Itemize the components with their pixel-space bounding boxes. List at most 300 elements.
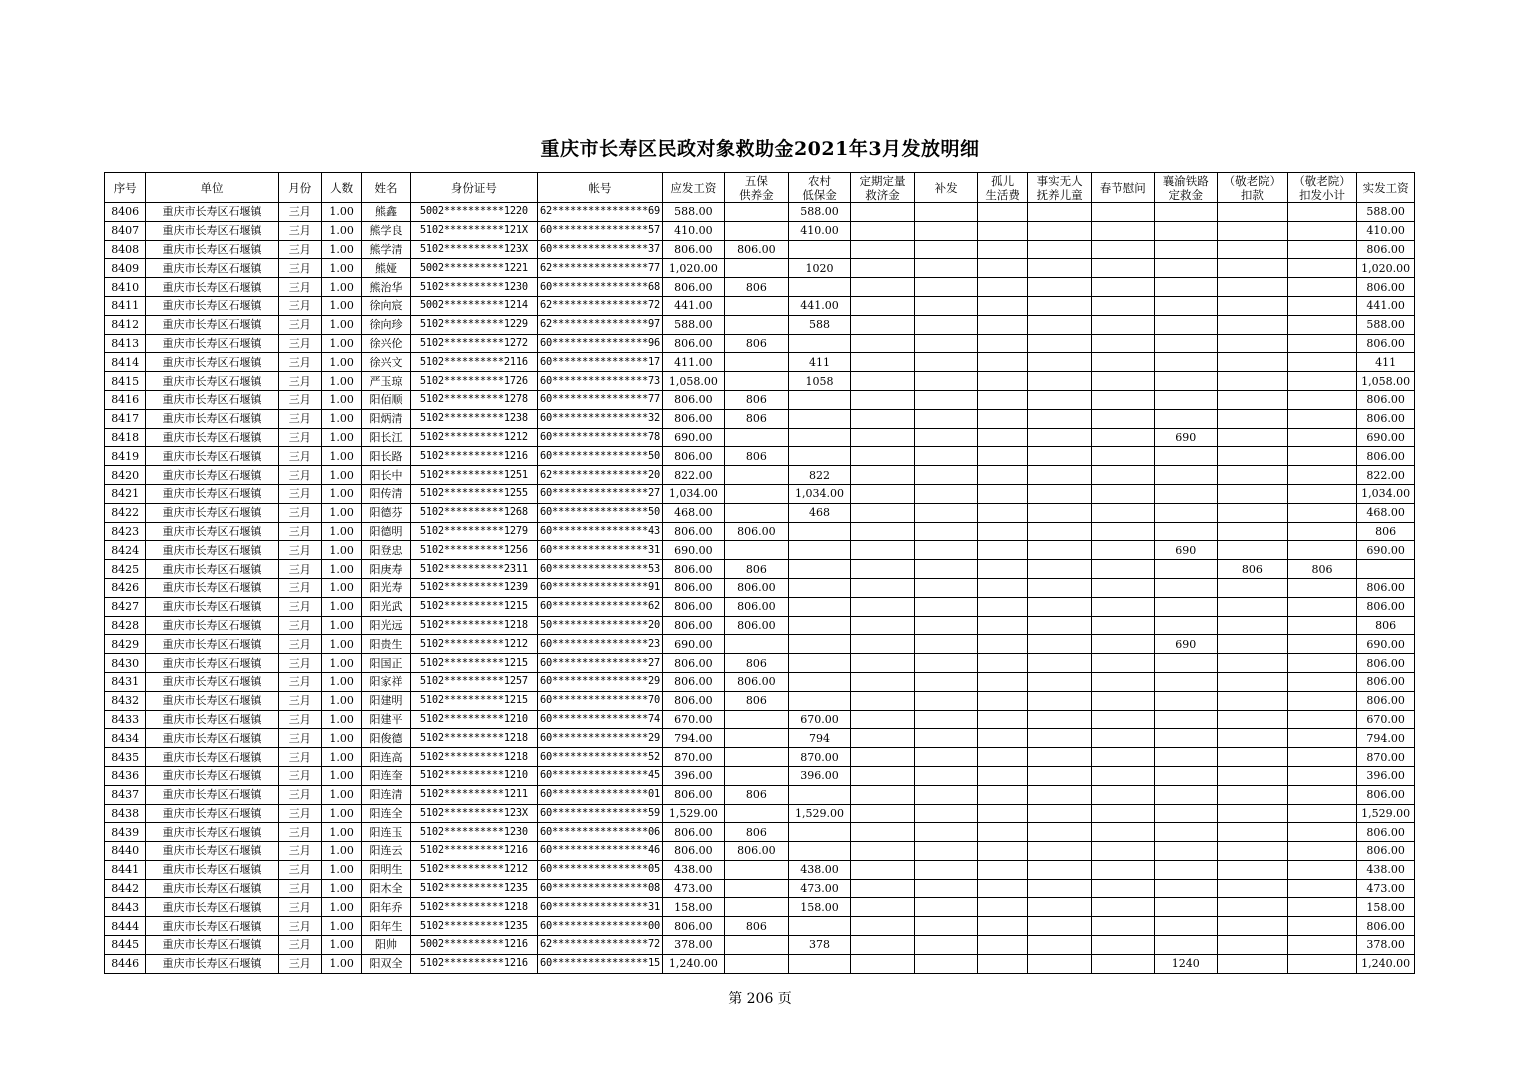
- table-cell: 重庆市长寿区石堰镇: [146, 447, 278, 466]
- table-cell: 438.00: [1357, 860, 1415, 879]
- table-cell: 60****************15: [537, 954, 662, 973]
- table-cell: 1.00: [321, 578, 361, 597]
- column-header: 补发: [915, 173, 978, 203]
- table-cell: 411: [789, 353, 851, 372]
- table-cell: [850, 334, 915, 353]
- table-cell: 60****************01: [537, 785, 662, 804]
- table-cell: 8443: [105, 898, 146, 917]
- table-cell: [789, 428, 851, 447]
- table-cell: 441.00: [1357, 296, 1415, 315]
- table-cell: 1.00: [321, 936, 361, 955]
- table-cell: 重庆市长寿区石堰镇: [146, 672, 278, 691]
- table-cell: [1287, 522, 1357, 541]
- table-cell: [977, 936, 1027, 955]
- table-cell: 1.00: [321, 484, 361, 503]
- table-cell: 三月: [278, 353, 321, 372]
- table-cell: 806.00: [663, 390, 725, 409]
- table-cell: 三月: [278, 804, 321, 823]
- table-cell: 806: [1357, 522, 1415, 541]
- table-cell: [1154, 804, 1218, 823]
- table-cell: [1154, 315, 1218, 334]
- table-cell: [1287, 804, 1357, 823]
- table-cell: 重庆市长寿区石堰镇: [146, 917, 278, 936]
- table-cell: 1.00: [321, 842, 361, 861]
- table-cell: 806.00: [663, 447, 725, 466]
- table-cell: 806.00: [1357, 278, 1415, 297]
- table-cell: 重庆市长寿区石堰镇: [146, 315, 278, 334]
- table-cell: 5102**********1215: [410, 597, 537, 616]
- table-cell: 60****************96: [537, 334, 662, 353]
- table-cell: [977, 428, 1027, 447]
- table-cell: 5102**********1211: [410, 785, 537, 804]
- table-cell: 588.00: [789, 203, 851, 222]
- table-cell: [915, 315, 978, 334]
- table-cell: 806: [1218, 560, 1288, 579]
- table-cell: [915, 560, 978, 579]
- table-cell: 806.00: [1357, 823, 1415, 842]
- table-cell: [915, 296, 978, 315]
- table-cell: [1218, 729, 1288, 748]
- table-cell: [977, 917, 1027, 936]
- table-cell: 806: [724, 447, 789, 466]
- table-cell: 阳年生: [362, 917, 410, 936]
- table-cell: [977, 409, 1027, 428]
- table-cell: 8442: [105, 879, 146, 898]
- table-cell: [915, 691, 978, 710]
- table-row: [105, 785, 1415, 804]
- table-cell: 806: [724, 691, 789, 710]
- table-cell: [789, 616, 851, 635]
- table-cell: 熊治华: [362, 278, 410, 297]
- table-cell: 60****************32: [537, 409, 662, 428]
- table-cell: [1287, 710, 1357, 729]
- table-cell: [1028, 842, 1092, 861]
- table-cell: [977, 278, 1027, 297]
- column-header: 事实无人 抚养儿童: [1028, 173, 1092, 203]
- table-cell: 8433: [105, 710, 146, 729]
- table-cell: [1287, 672, 1357, 691]
- table-cell: 5102**********1230: [410, 823, 537, 842]
- table-cell: 重庆市长寿区石堰镇: [146, 240, 278, 259]
- table-cell: [850, 748, 915, 767]
- table-cell: 806.00: [1357, 447, 1415, 466]
- table-cell: 1.00: [321, 259, 361, 278]
- table-cell: 806.00: [1357, 842, 1415, 861]
- table-cell: 重庆市长寿区石堰镇: [146, 278, 278, 297]
- table-cell: 806.00: [1357, 240, 1415, 259]
- table-cell: 熊学清: [362, 240, 410, 259]
- table-cell: 5102**********1235: [410, 879, 537, 898]
- table-cell: 8417: [105, 409, 146, 428]
- table-cell: 徐兴伦: [362, 334, 410, 353]
- table-cell: 徐向珍: [362, 315, 410, 334]
- table-cell: 三月: [278, 917, 321, 936]
- table-cell: 1,034.00: [1357, 484, 1415, 503]
- table-cell: 5102**********1257: [410, 672, 537, 691]
- column-header: 单位: [146, 173, 278, 203]
- table-cell: [1091, 823, 1154, 842]
- table-cell: 1.00: [321, 353, 361, 372]
- table-cell: [1091, 616, 1154, 635]
- table-cell: 8441: [105, 860, 146, 879]
- table-cell: [1218, 710, 1288, 729]
- table-cell: [915, 278, 978, 297]
- table-row: [105, 654, 1415, 673]
- table-cell: 8406: [105, 203, 146, 222]
- table-cell: [789, 654, 851, 673]
- table-cell: [1154, 597, 1218, 616]
- table-cell: [724, 541, 789, 560]
- table-cell: [977, 484, 1027, 503]
- table-cell: 重庆市长寿区石堰镇: [146, 503, 278, 522]
- table-row: [105, 748, 1415, 767]
- table-cell: [1218, 842, 1288, 861]
- table-cell: [1028, 804, 1092, 823]
- table-cell: [1154, 503, 1218, 522]
- table-row: [105, 842, 1415, 861]
- table-cell: 822.00: [663, 466, 725, 485]
- table-cell: 806: [724, 278, 789, 297]
- table-cell: [977, 785, 1027, 804]
- table-cell: [977, 804, 1027, 823]
- table-row: [105, 372, 1415, 391]
- table-cell: 5102**********1210: [410, 766, 537, 785]
- table-cell: [850, 447, 915, 466]
- table-cell: [1091, 917, 1154, 936]
- table-cell: [1091, 691, 1154, 710]
- table-cell: [1154, 766, 1218, 785]
- table-cell: 1,240.00: [663, 954, 725, 973]
- table-cell: [1287, 691, 1357, 710]
- table-row: [105, 353, 1415, 372]
- column-header: 身份证号: [410, 173, 537, 203]
- table-row: [105, 578, 1415, 597]
- table-row: [105, 710, 1415, 729]
- table-cell: [1154, 785, 1218, 804]
- table-cell: 1.00: [321, 766, 361, 785]
- table-cell: [1028, 240, 1092, 259]
- table-cell: [1287, 898, 1357, 917]
- table-cell: 5002**********1216: [410, 936, 537, 955]
- table-cell: [977, 672, 1027, 691]
- table-cell: 5102**********2311: [410, 560, 537, 579]
- table-cell: [1028, 785, 1092, 804]
- table-cell: 8408: [105, 240, 146, 259]
- table-cell: 8413: [105, 334, 146, 353]
- table-cell: 1,020.00: [1357, 259, 1415, 278]
- table-cell: [724, 503, 789, 522]
- table-cell: 690.00: [663, 428, 725, 447]
- table-cell: [1091, 372, 1154, 391]
- table-row: [105, 484, 1415, 503]
- table-cell: 1.00: [321, 541, 361, 560]
- table-cell: 806.00: [1357, 578, 1415, 597]
- table-cell: 5102**********1229: [410, 315, 537, 334]
- table-cell: [977, 221, 1027, 240]
- table-cell: 60****************05: [537, 860, 662, 879]
- table-cell: [850, 597, 915, 616]
- table-cell: [850, 296, 915, 315]
- table-cell: [724, 221, 789, 240]
- table-cell: [1218, 823, 1288, 842]
- table-cell: 806.00: [663, 560, 725, 579]
- table-cell: [789, 785, 851, 804]
- table-cell: [1287, 917, 1357, 936]
- table-cell: [1091, 879, 1154, 898]
- table-cell: [915, 748, 978, 767]
- table-cell: [1218, 936, 1288, 955]
- table-cell: 三月: [278, 522, 321, 541]
- table-cell: [850, 898, 915, 917]
- table-cell: 60****************73: [537, 372, 662, 391]
- table-cell: [789, 409, 851, 428]
- table-cell: [1218, 879, 1288, 898]
- table-cell: 重庆市长寿区石堰镇: [146, 409, 278, 428]
- table-cell: [1218, 315, 1288, 334]
- table-cell: [915, 785, 978, 804]
- table-cell: 阳连奎: [362, 766, 410, 785]
- table-cell: 5102**********1218: [410, 729, 537, 748]
- table-cell: 阳贵生: [362, 635, 410, 654]
- table-cell: [977, 879, 1027, 898]
- table-row: [105, 259, 1415, 278]
- table-cell: [850, 729, 915, 748]
- table-cell: 60****************29: [537, 672, 662, 691]
- table-cell: [1287, 578, 1357, 597]
- table-cell: 重庆市长寿区石堰镇: [146, 842, 278, 861]
- table-cell: [789, 522, 851, 541]
- table-row: [105, 315, 1415, 334]
- table-cell: [724, 729, 789, 748]
- table-cell: [1154, 879, 1218, 898]
- table-cell: [1154, 842, 1218, 861]
- column-header: 春节慰问: [1091, 173, 1154, 203]
- table-cell: 8439: [105, 823, 146, 842]
- table-cell: 806.00: [663, 522, 725, 541]
- column-header: 月份: [278, 173, 321, 203]
- table-cell: 重庆市长寿区石堰镇: [146, 710, 278, 729]
- table-cell: [1154, 390, 1218, 409]
- table-cell: [1287, 240, 1357, 259]
- table-cell: 重庆市长寿区石堰镇: [146, 654, 278, 673]
- table-cell: 8436: [105, 766, 146, 785]
- table-cell: [1091, 296, 1154, 315]
- table-cell: [1028, 296, 1092, 315]
- table-cell: 1,058.00: [663, 372, 725, 391]
- table-cell: [1091, 804, 1154, 823]
- table-cell: 重庆市长寿区石堰镇: [146, 428, 278, 447]
- table-cell: [1287, 860, 1357, 879]
- table-cell: [1154, 936, 1218, 955]
- table-cell: 670.00: [663, 710, 725, 729]
- table-cell: 8419: [105, 447, 146, 466]
- table-cell: 62****************69: [537, 203, 662, 222]
- table-row: [105, 823, 1415, 842]
- table-cell: [1091, 484, 1154, 503]
- table-cell: 60****************74: [537, 710, 662, 729]
- table-cell: 1,020.00: [663, 259, 725, 278]
- table-cell: [724, 484, 789, 503]
- table-cell: [1091, 503, 1154, 522]
- column-header: 定期定量 救济金: [850, 173, 915, 203]
- table-cell: 1,529.00: [789, 804, 851, 823]
- table-cell: 重庆市长寿区石堰镇: [146, 259, 278, 278]
- table-cell: 8438: [105, 804, 146, 823]
- table-row: [105, 334, 1415, 353]
- table-cell: 1.00: [321, 372, 361, 391]
- table-cell: [850, 842, 915, 861]
- page-number: 第 206 页: [728, 991, 792, 1007]
- table-cell: [1218, 804, 1288, 823]
- table-cell: [850, 484, 915, 503]
- table-cell: [977, 842, 1027, 861]
- table-cell: 806.00: [724, 672, 789, 691]
- table-cell: [1287, 353, 1357, 372]
- table-cell: 5102**********123X: [410, 804, 537, 823]
- table-cell: 60****************00: [537, 917, 662, 936]
- table-cell: [1287, 954, 1357, 973]
- table-cell: 8411: [105, 296, 146, 315]
- table-cell: [1091, 315, 1154, 334]
- table-cell: [1028, 390, 1092, 409]
- table-cell: 1240: [1154, 954, 1218, 973]
- table-cell: [789, 278, 851, 297]
- table-cell: [1287, 390, 1357, 409]
- table-cell: 1.00: [321, 785, 361, 804]
- table-cell: [724, 315, 789, 334]
- table-cell: [1091, 522, 1154, 541]
- table-cell: [850, 240, 915, 259]
- table-cell: 阳连玉: [362, 823, 410, 842]
- table-cell: 重庆市长寿区石堰镇: [146, 766, 278, 785]
- table-cell: 468.00: [1357, 503, 1415, 522]
- table-cell: 阳长江: [362, 428, 410, 447]
- table-cell: 三月: [278, 954, 321, 973]
- table-cell: 重庆市长寿区石堰镇: [146, 560, 278, 579]
- table-cell: 473.00: [1357, 879, 1415, 898]
- table-cell: 670.00: [789, 710, 851, 729]
- table-cell: 473.00: [789, 879, 851, 898]
- table-cell: 5102**********1278: [410, 390, 537, 409]
- table-cell: [724, 954, 789, 973]
- table-cell: [1287, 823, 1357, 842]
- table-cell: [1218, 672, 1288, 691]
- column-header: （敬老院） 扣发小计: [1287, 173, 1357, 203]
- table-cell: [724, 259, 789, 278]
- table-cell: 806.00: [724, 597, 789, 616]
- table-cell: [850, 203, 915, 222]
- table-cell: 806.00: [663, 240, 725, 259]
- table-cell: [1154, 729, 1218, 748]
- table-cell: [850, 503, 915, 522]
- table-cell: 阳长路: [362, 447, 410, 466]
- table-cell: [789, 541, 851, 560]
- table-cell: 60****************91: [537, 578, 662, 597]
- table-cell: 8434: [105, 729, 146, 748]
- table-cell: 806.00: [1357, 917, 1415, 936]
- table-cell: [850, 560, 915, 579]
- table-cell: 806: [1357, 616, 1415, 635]
- table-cell: [977, 334, 1027, 353]
- table-cell: 阳建平: [362, 710, 410, 729]
- table-cell: [724, 879, 789, 898]
- table-cell: 60****************46: [537, 842, 662, 861]
- table-cell: 8429: [105, 635, 146, 654]
- table-row: [105, 804, 1415, 823]
- table-row: [105, 691, 1415, 710]
- table-cell: [1218, 691, 1288, 710]
- table-cell: [915, 842, 978, 861]
- table-cell: 60****************43: [537, 522, 662, 541]
- table-cell: 8444: [105, 917, 146, 936]
- table-cell: 阳德芬: [362, 503, 410, 522]
- table-cell: 396.00: [1357, 766, 1415, 785]
- table-cell: 5102**********1216: [410, 954, 537, 973]
- table-cell: [1028, 823, 1092, 842]
- table-cell: 62****************20: [537, 466, 662, 485]
- table-cell: 8414: [105, 353, 146, 372]
- table-row: [105, 672, 1415, 691]
- table-cell: 62****************72: [537, 936, 662, 955]
- table-cell: 806.00: [724, 240, 789, 259]
- table-cell: [1028, 954, 1092, 973]
- table-cell: [1287, 334, 1357, 353]
- table-cell: [1154, 353, 1218, 372]
- table-cell: 重庆市长寿区石堰镇: [146, 879, 278, 898]
- table-cell: [1154, 748, 1218, 767]
- table-cell: [850, 315, 915, 334]
- table-cell: 870.00: [789, 748, 851, 767]
- table-cell: [1154, 560, 1218, 579]
- table-cell: 50****************20: [537, 616, 662, 635]
- table-cell: [850, 578, 915, 597]
- table-cell: 60****************27: [537, 654, 662, 673]
- table-cell: [977, 390, 1027, 409]
- table-cell: [915, 503, 978, 522]
- table-cell: [850, 409, 915, 428]
- table-cell: [1028, 691, 1092, 710]
- table-cell: 5102**********1215: [410, 691, 537, 710]
- table-cell: 60****************70: [537, 691, 662, 710]
- table-cell: 806: [724, 409, 789, 428]
- table-cell: 徐兴文: [362, 353, 410, 372]
- table-cell: [1091, 390, 1154, 409]
- table-cell: 806.00: [1357, 334, 1415, 353]
- table-cell: [1287, 541, 1357, 560]
- table-cell: 1.00: [321, 898, 361, 917]
- table-cell: [1287, 428, 1357, 447]
- table-cell: [1218, 635, 1288, 654]
- table-row: [105, 203, 1415, 222]
- table-cell: 三月: [278, 879, 321, 898]
- table-cell: [1091, 898, 1154, 917]
- table-cell: 806.00: [724, 522, 789, 541]
- table-cell: [1218, 409, 1288, 428]
- table-cell: 5102**********1210: [410, 710, 537, 729]
- table-cell: [977, 466, 1027, 485]
- table-cell: [1218, 428, 1288, 447]
- table-cell: 8423: [105, 522, 146, 541]
- table-cell: [915, 710, 978, 729]
- table-cell: 熊娅: [362, 259, 410, 278]
- table-cell: [1091, 654, 1154, 673]
- table-cell: [1028, 522, 1092, 541]
- table-cell: 60****************59: [537, 804, 662, 823]
- table-cell: 重庆市长寿区石堰镇: [146, 691, 278, 710]
- table-cell: [977, 823, 1027, 842]
- table-cell: [1154, 203, 1218, 222]
- table-cell: 5102**********1216: [410, 447, 537, 466]
